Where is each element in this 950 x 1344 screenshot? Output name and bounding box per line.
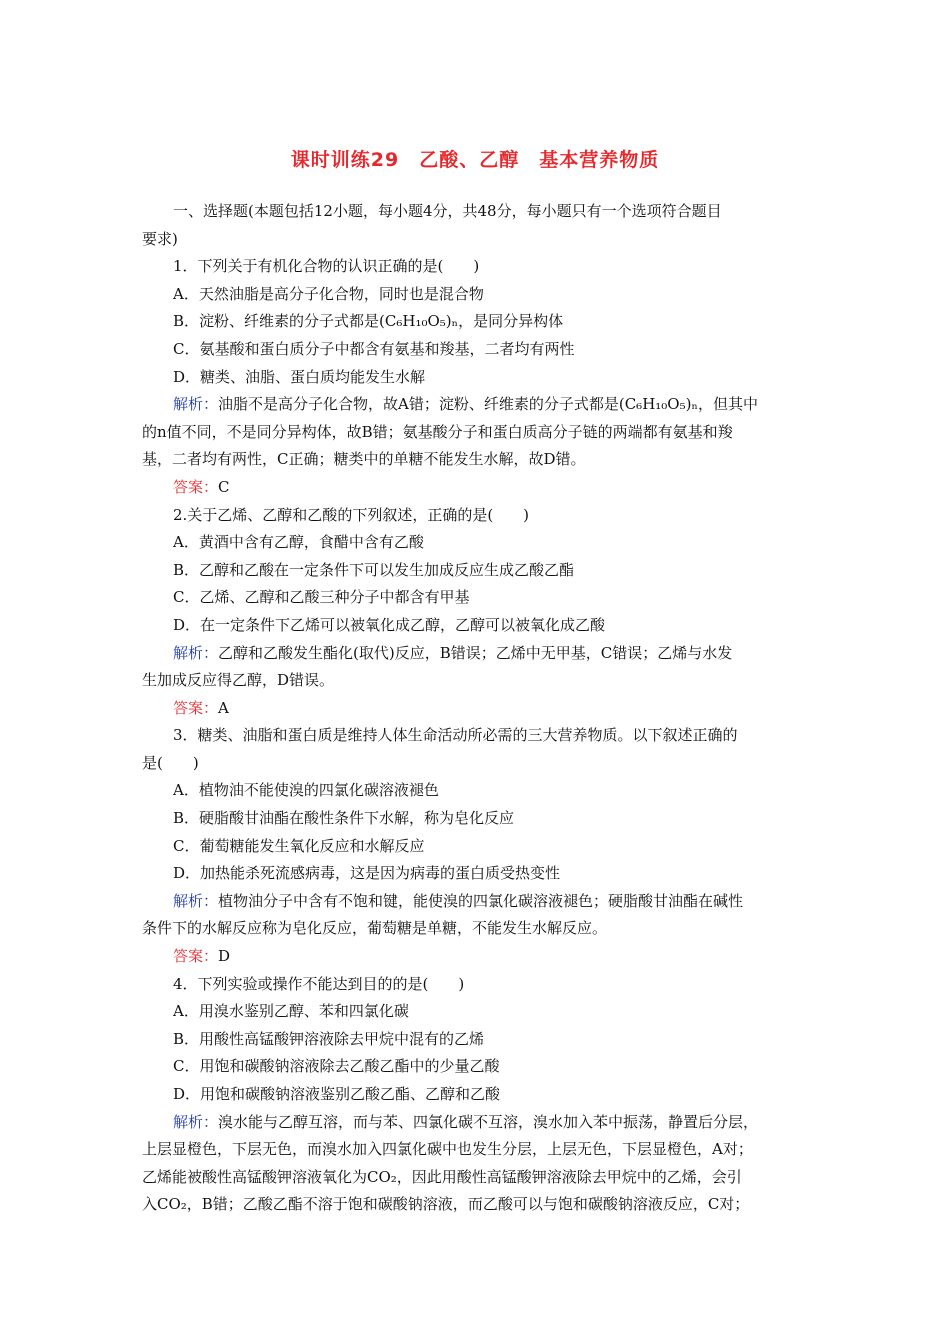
q3-stem-line-1: 3．糖类、油脂和蛋白质是维持人体生命活动所必需的三大营养物质。以下叙述正确的 bbox=[173, 726, 738, 745]
q4-option-a: A．用溴水鉴别乙醇、苯和四氯化碳 bbox=[173, 1002, 409, 1021]
q1-option-c: C．氨基酸和蛋白质分子中都含有氨基和羧基，二者均有两性 bbox=[173, 339, 575, 358]
q1-option-b: B．淀粉、纤维素的分子式都是(C₆H₁₀O₅)ₙ，是同分异构体 bbox=[173, 312, 564, 331]
q3-explanation-line-2: 条件下的水解反应称为皂化反应，葡萄糖是单糖，不能发生水解反应。 bbox=[142, 919, 608, 938]
q3-answer-value: D bbox=[218, 947, 231, 966]
q4-explanation-label: 解析： bbox=[173, 1112, 219, 1131]
q2-answer-label: 答案： bbox=[173, 698, 219, 717]
q4-option-d: D．用饱和碳酸钠溶液鉴别乙酸乙酯、乙醇和乙酸 bbox=[173, 1085, 501, 1103]
q1-option-d: D．糖类、油脂、蛋白质均能发生水解 bbox=[173, 367, 426, 386]
q3-answer-label: 答案： bbox=[173, 947, 219, 966]
q3-stem-line-2: 是( ) bbox=[142, 753, 199, 772]
q4-stem: 4．下列实验或操作不能达到目的的是( ) bbox=[173, 974, 465, 993]
q4-explanation-text-1: 溴水能与乙醇互溶，而与苯、四氯化碳不互溶，溴水加入苯中振荡，静置后分层， bbox=[218, 1112, 759, 1131]
q4-explanation-line-1 bbox=[142, 1109, 814, 1137]
q2-answer bbox=[142, 695, 814, 723]
q1-answer-label: 答案： bbox=[173, 477, 219, 496]
q4-explanation-line-4: 入CO₂，B错；乙酸乙酯不溶于饱和碳酸钠溶液，而乙酸可以与饱和碳酸钠溶液反应，C对； bbox=[142, 1195, 750, 1214]
q4-explanation-line-3: 乙烯能被酸性高锰酸钾溶液氧化为CO₂，因此用酸性高锰酸钾溶液除去甲烷中的乙烯，会引 bbox=[142, 1167, 742, 1186]
section-heading-line-2: 要求) bbox=[142, 229, 178, 248]
document-body bbox=[142, 198, 814, 1219]
q4-explanation-line-2: 上层显橙色，下层无色，而溴水加入四氯化碳中也发生分层，上层无色，下层显橙色，A对； bbox=[142, 1140, 753, 1159]
q2-explanation-line-2: 生加成反应得乙醇，D错误。 bbox=[142, 671, 335, 690]
q2-option-c: C．乙烯、乙醇和乙酸三种分子中都含有甲基 bbox=[173, 588, 470, 607]
q2-option-b: B．乙醇和乙酸在一定条件下可以发生加成反应生成乙酸乙酯 bbox=[173, 560, 575, 579]
q1-explanation-line-2: 的n值不同，不是同分异构体，故B错；氨基酸分子和蛋白质高分子链的两端都有氨基和羧 bbox=[142, 422, 733, 441]
q1-option-a: A．天然油脂是高分子化合物，同时也是混合物 bbox=[173, 284, 484, 303]
q2-option-d: D．在一定条件下乙烯可以被氧化成乙醇，乙醇可以被氧化成乙酸 bbox=[173, 615, 606, 634]
q1-explanation-line-1 bbox=[142, 391, 814, 419]
q3-explanation-line-1 bbox=[142, 888, 814, 916]
page-title: 课时训练29 乙酸、乙醇 基本营养物质 bbox=[290, 149, 660, 171]
section-heading-line-1: 一、选择题(本题包括12小题，每小题4分，共48分，每小题只有一个选项符合题目 bbox=[173, 202, 722, 220]
q1-answer-value: C bbox=[218, 477, 230, 496]
q4-option-c: C．用饱和碳酸钠溶液除去乙酸乙酯中的少量乙酸 bbox=[173, 1057, 500, 1076]
q1-stem: 1．下列关于有机化合物的认识正确的是( ) bbox=[173, 257, 480, 276]
q2-explanation-line-1 bbox=[142, 640, 814, 668]
q3-option-d: D．加热能杀死流感病毒，这是因为病毒的蛋白质受热变性 bbox=[173, 864, 561, 883]
q2-stem: 2.关于乙烯、乙醇和乙酸的下列叙述，正确的是( ) bbox=[173, 505, 530, 524]
q3-answer bbox=[142, 943, 814, 971]
q3-explanation-label: 解析： bbox=[173, 891, 219, 910]
q3-option-c: C．葡萄糖能发生氧化反应和水解反应 bbox=[173, 836, 425, 855]
q2-option-a: A．黄酒中含有乙醇，食醋中含有乙酸 bbox=[173, 533, 424, 552]
q3-option-a: A．植物油不能使溴的四氯化碳溶液褪色 bbox=[173, 781, 439, 800]
q2-explanation-text-1: 乙醇和乙酸发生酯化(取代)反应，B错误；乙烯中无甲基，C错误；乙烯与水发 bbox=[218, 643, 733, 662]
q2-explanation-label: 解析： bbox=[173, 643, 219, 662]
q2-answer-value: A bbox=[218, 698, 229, 717]
q1-explanation-text-1: 油脂不是高分子化合物，故A错；淀粉、纤维素的分子式都是(C₆H₁₀O₅)ₙ，但其中 bbox=[218, 395, 758, 414]
q1-answer bbox=[142, 474, 814, 502]
q3-explanation-text-1: 植物油分子中含有不饱和键，能使溴的四氯化碳溶液褪色；硬脂酸甘油酯在碱性 bbox=[218, 891, 744, 910]
q1-explanation-line-3: 基，二者均有两性，C正确；糖类中的单糖不能发生水解，故D错。 bbox=[142, 450, 586, 469]
q4-option-b: B．用酸性高锰酸钾溶液除去甲烷中混有的乙烯 bbox=[173, 1029, 485, 1048]
q3-option-b: B．硬脂酸甘油酯在酸性条件下水解，称为皂化反应 bbox=[173, 809, 515, 828]
q1-explanation-label: 解析： bbox=[173, 395, 219, 414]
